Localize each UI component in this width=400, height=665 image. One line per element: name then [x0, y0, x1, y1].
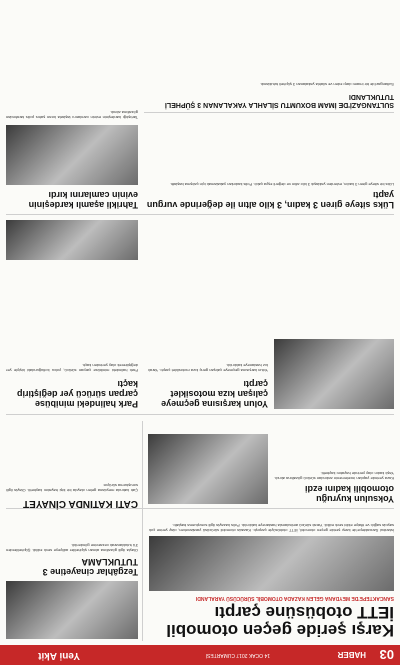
story6-photo [6, 220, 138, 260]
section-label: HABER [337, 650, 366, 659]
story3-body: Kaza yerinde yapılan incelemenin ardından sürücü gözaltına alındı. Yaşlı kadın olay yerinde hayatını kaybetti. [274, 471, 394, 481]
story8-body: Tartıştığı kardeşinin evinin camlarını taşlarla kıran şahıs polis tarafından gözaltına alındı. [6, 110, 138, 120]
column-divider [142, 421, 143, 641]
date: 14 OCAK 2017 CUMARTESİ [205, 652, 270, 658]
lead-headline: Karşı şeride geçen otomobil İETT otobüsüne çarptı [166, 603, 394, 640]
lead-body: İstanbul Sancaktepe'de karşı şeride geçen otomobil, İETT otobüsüyle çarpıştı. Kazada otomobil sürücüsü yaralanırken, olay yerine çok sayıda sağlık ve itfaiye ekibi sevk edildi. Yaralı sürücü ambulansla hastaneye kaldırıldı. Polis kazayla ilgili soruşturma başlattı. [149, 523, 394, 533]
page-number: 03 [379, 647, 394, 662]
story2-photo [6, 581, 138, 639]
story2-headline: Tezgâhlar cinayetine 3 TUTUKLAMA [42, 557, 138, 577]
story6-body: Park halindeki minibüse çarpan sürücü, yolcu koltuğundaki kişiyle yer değiştirerek olay yerinden kaçtı. [6, 363, 138, 373]
brand-logo: Yeni Akit [38, 650, 80, 661]
story9-body: Sultangazi'de bir imamı darp eden ve silahla yakalanan 3 şüpheli tutuklandı. [259, 82, 394, 87]
story8-photo [6, 125, 138, 185]
lead-subhead: SANCAKTEPE'DE MEYDANA GELEN KAZADA OTOMOBİL SÜRÜCÜSÜ YARALANDI [195, 595, 394, 601]
divider [6, 214, 394, 215]
divider [144, 112, 394, 113]
story5-photo [274, 339, 394, 409]
story5-headline: Yolun karşısına geçmeye çalışan kıza motosiklet çarptı [161, 379, 268, 409]
divider [6, 414, 394, 415]
lead-photo [149, 536, 394, 591]
story6-headline: Park halindeki minibüse çarpan sürücü yer değiştirip kaçtı [16, 379, 138, 409]
story3-photo [148, 434, 268, 504]
story4-body: Çatı katında meydana gelen olayda bir kişi hayatını kaybetti. Olayla ilgili soruşturma sürüyor. [6, 483, 138, 493]
story5-body: Yolun karşısına geçmeye çalışan genç kıza motosiklet çarptı. Yaralı kız hastaneye kaldırıldı. [148, 363, 268, 373]
story7-body: Lüks bir siteye giren 3 kadın, evlerden yaklaşık 3 kilo altın ve değerli eşya çaldı. Polis kadınları yakalamak için çalışma başlattı. [169, 182, 394, 187]
story3-headline: Yoksulun kuyruğu otomobili kadını ezdi [304, 484, 394, 504]
story9-headline: SULTANGAZİ'DE İMAM BOXUMTU SİLAHLA YAKALANAN 3 ŞÜPHELİ TUTUKLANDI [164, 93, 394, 108]
story8-headline: Tahrikli aşamlı kardeşinin evinin camlarını kırdı [28, 190, 138, 210]
story7-headline: Lüks siteye giren 3 kadın, 3 kilo altın ile değerinde vurgun yaptı [146, 190, 394, 210]
story4-headline: CATI KATINDA CİNAYET [23, 498, 138, 509]
story2-body: Olayla ilgili gözaltına alınan şüpheliler adliyeye sevk edildi. Şüphelilerden 3'ü tutuklanarak cezaevine gönderildi. [6, 543, 138, 553]
